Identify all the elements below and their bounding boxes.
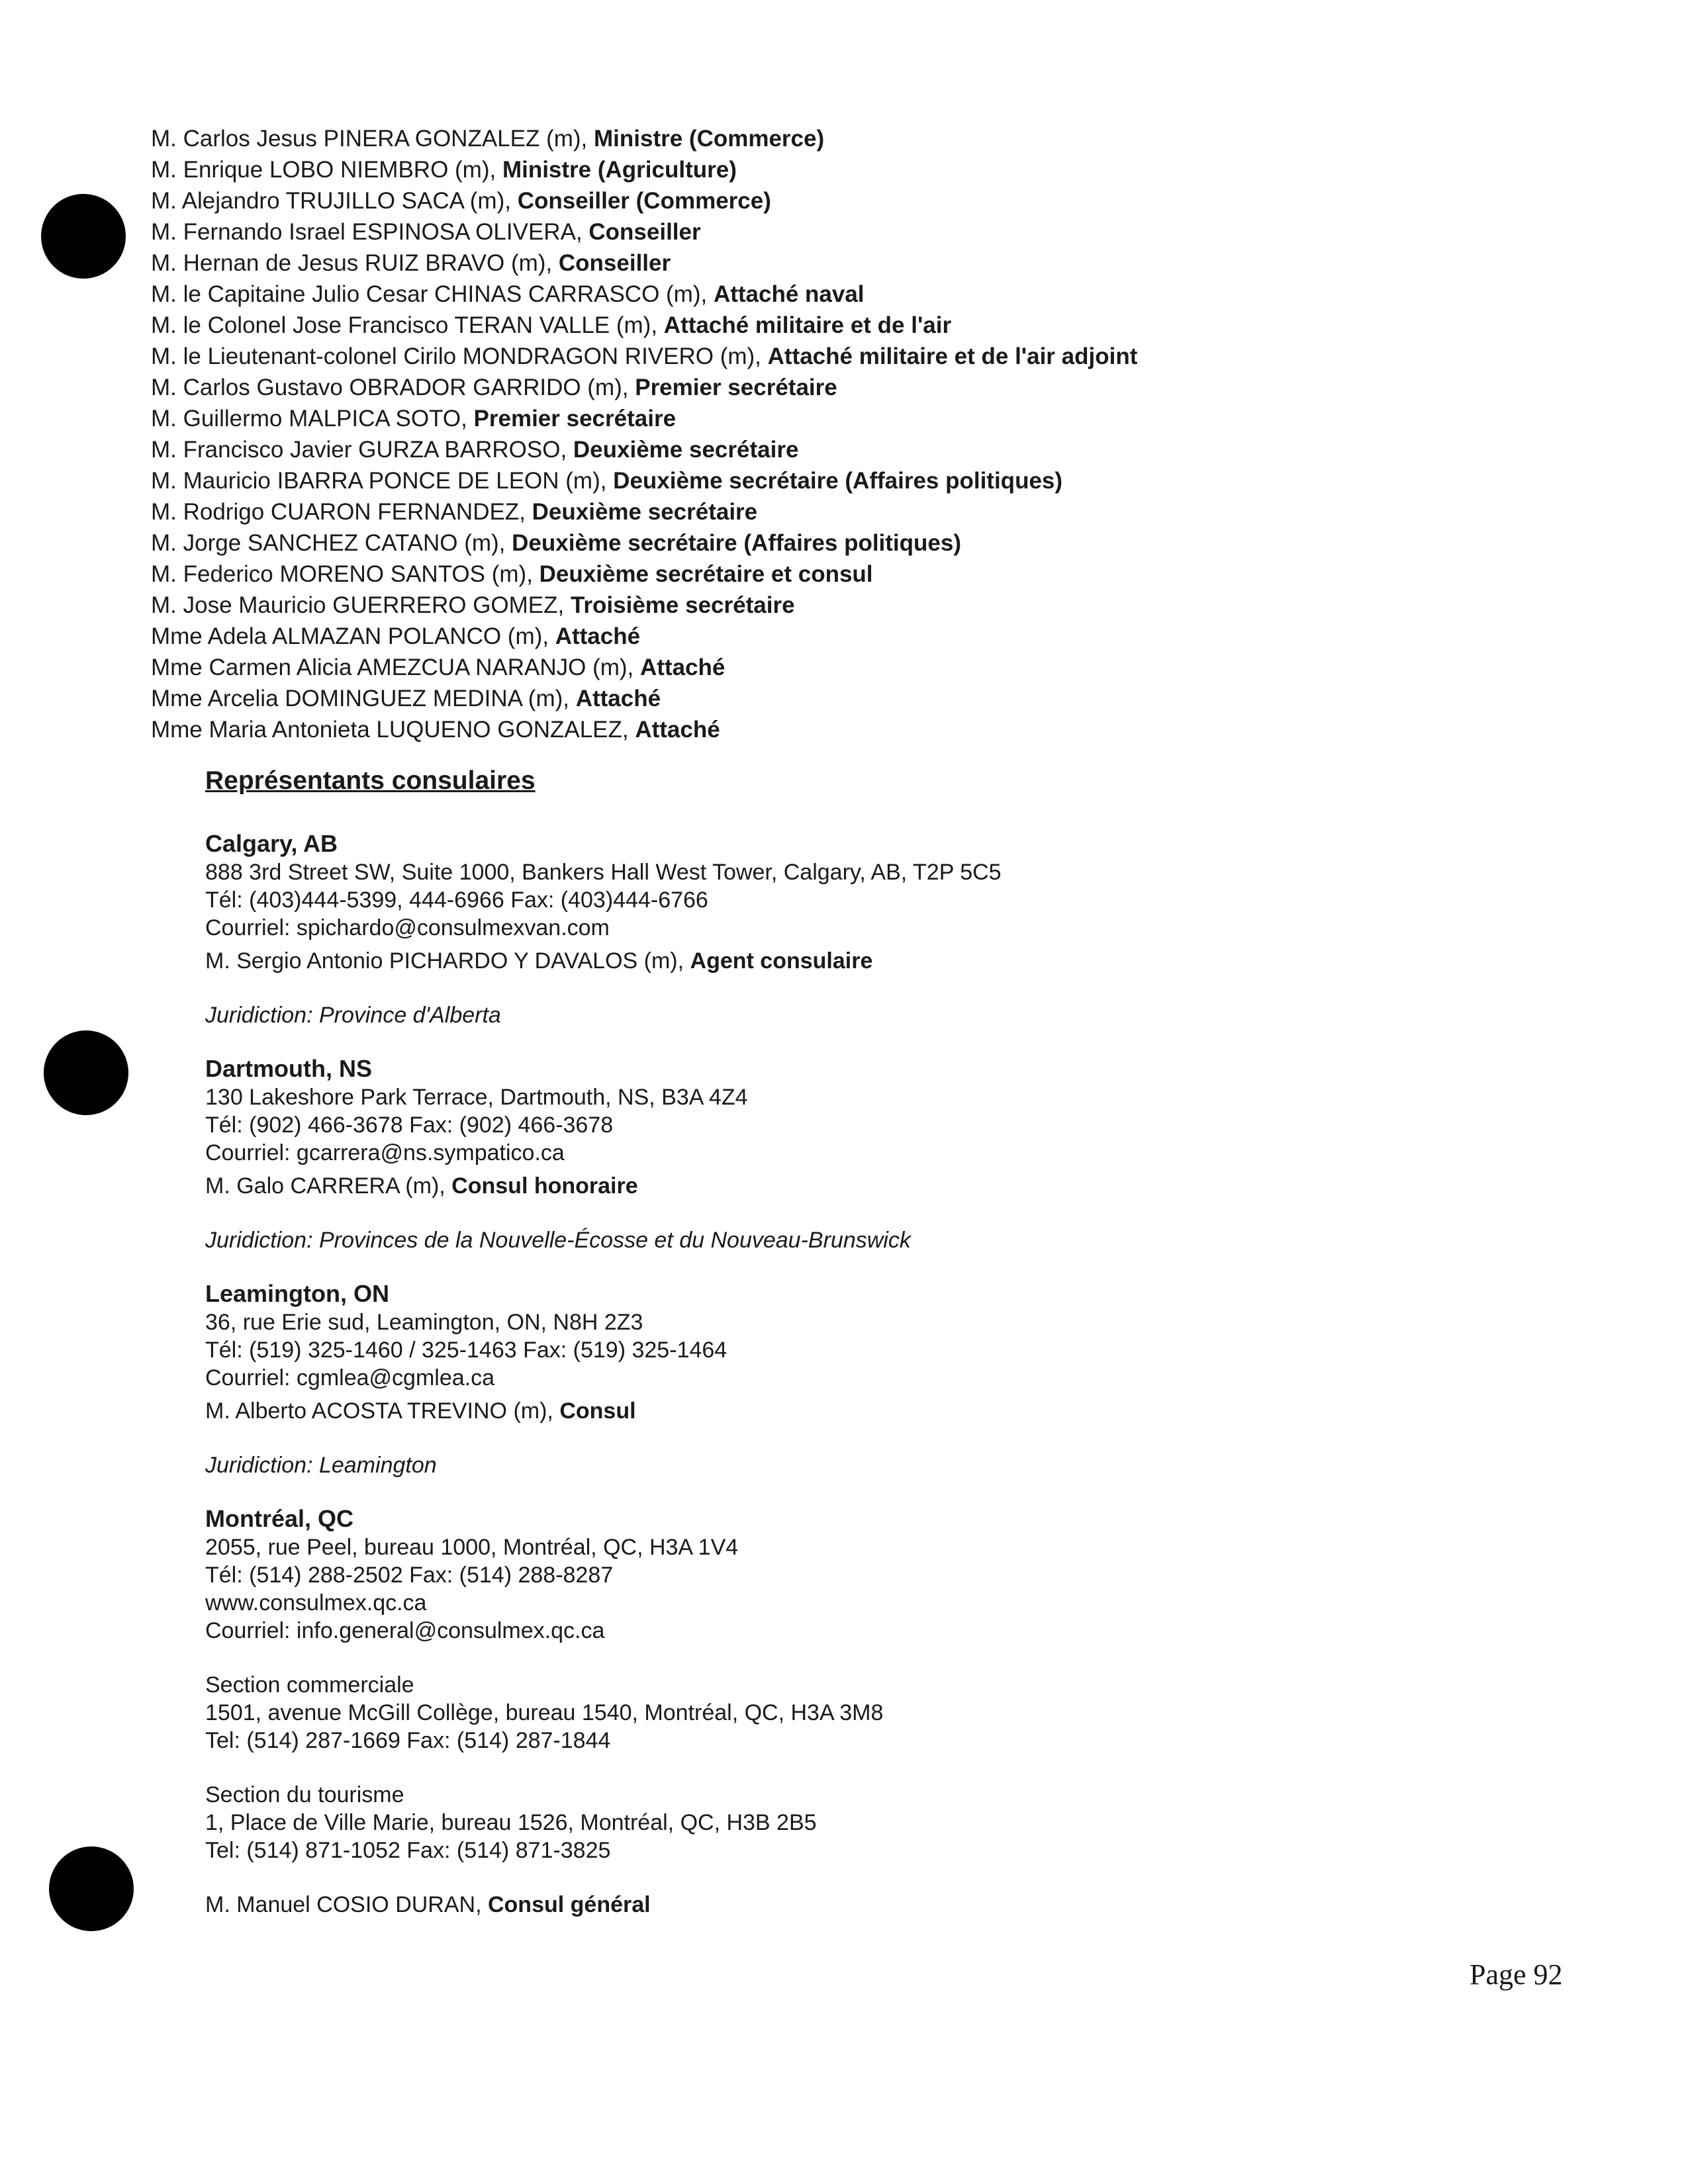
office-city: Dartmouth, NS: [205, 1055, 372, 1082]
staff-role: Attaché: [640, 655, 726, 680]
staff-entry: [151, 621, 1541, 652]
contact-name: M. Sergio Antonio PICHARDO Y DAVALOS (m),: [205, 948, 690, 974]
contact-role: Consul: [559, 1398, 636, 1424]
office-phone: Tél: (403)444-5399, 444-6966 Fax: (403)444-6766: [205, 887, 708, 913]
office-dartmouth: [205, 1054, 1463, 1254]
staff-name: Mme Maria Antonieta LUQUENO GONZALEZ,: [151, 717, 635, 743]
contact-role: Consul général: [487, 1892, 651, 1917]
staff-entry: [151, 714, 1541, 745]
office-jurisdiction: Juridiction: Province d'Alberta: [205, 1003, 501, 1028]
contact-role: Consul honoraire: [451, 1173, 638, 1199]
staff-entry: [151, 652, 1541, 683]
contact-name: M. Galo CARRERA (m),: [205, 1173, 452, 1199]
staff-role: Attaché militaire et de l'air: [663, 312, 952, 338]
staff-role: Deuxième secrétaire (Affaires politiques): [613, 468, 1063, 494]
office-email: Courriel: info.general@consulmex.qc.ca: [205, 1618, 605, 1643]
staff-role: Premier secrétaire: [635, 375, 837, 400]
section-phone: Tel: (514) 871-1052 Fax: (514) 871-3825: [205, 1838, 611, 1863]
staff-name: M. Carlos Jesus PINERA GONZALEZ (m),: [151, 126, 594, 152]
contact-name: M. Alberto ACOSTA TREVINO (m),: [205, 1398, 560, 1424]
staff-name: M. Francisco Javier GURZA BARROSO,: [151, 437, 573, 463]
office-contact: [205, 1397, 1463, 1425]
office-jurisdiction: Juridiction: Leamington: [205, 1453, 437, 1478]
staff-entry: [151, 683, 1541, 714]
staff-name: M. Jose Mauricio GUERRERO GOMEZ,: [151, 592, 571, 618]
staff-entry: [151, 279, 1541, 310]
staff-role: Conseiller (Commerce): [517, 188, 771, 214]
section-name: Section commerciale: [205, 1672, 414, 1698]
office-address: 36, rue Erie sud, Leamington, ON, N8H 2Z3: [205, 1310, 643, 1335]
staff-entry: [151, 527, 1541, 559]
staff-role: Ministre (Commerce): [594, 126, 825, 152]
office-address: 130 Lakeshore Park Terrace, Dartmouth, NS, B3A 4Z4: [205, 1085, 748, 1110]
staff-name: Mme Arcelia DOMINGUEZ MEDINA (m),: [151, 686, 576, 711]
office-phone: Tél: (519) 325-1460 / 325-1463 Fax: (519) 325-1464: [205, 1338, 727, 1363]
punch-hole-middle: [44, 1030, 128, 1115]
staff-role: Deuxième secrétaire: [532, 499, 758, 525]
staff-role: Premier secrétaire: [473, 406, 677, 432]
staff-role: Deuxième secrétaire: [573, 437, 799, 463]
office-contact: [205, 1172, 1463, 1200]
staff-role: Attaché: [575, 686, 661, 711]
staff-entry: [151, 496, 1541, 527]
punch-hole-bottom: [49, 1846, 134, 1931]
consular-offices: [205, 829, 1463, 1944]
staff-role: Conseiller: [558, 250, 671, 276]
staff-name: M. Hernan de Jesus RUIZ BRAVO (m),: [151, 250, 559, 276]
staff-name: M. Carlos Gustavo OBRADOR GARRIDO (m),: [151, 375, 635, 400]
section-address: 1501, avenue McGill Collège, bureau 1540, Montréal, QC, H3A 3M8: [205, 1700, 884, 1725]
staff-entry: [151, 403, 1541, 434]
office-city: Leamington, ON: [205, 1280, 389, 1307]
staff-entry: [151, 465, 1541, 496]
section-title: Représentants consulaires: [205, 766, 536, 795]
staff-name: M. Fernando Israel ESPINOSA OLIVERA,: [151, 219, 589, 245]
staff-name: M. Enrique LOBO NIEMBRO (m),: [151, 157, 502, 183]
staff-name: M. Jorge SANCHEZ CATANO (m),: [151, 530, 512, 556]
punch-hole-top: [41, 194, 126, 279]
staff-name: Mme Adela ALMAZAN POLANCO (m),: [151, 623, 555, 649]
staff-entry: [151, 123, 1541, 154]
office-city: Montréal, QC: [205, 1505, 354, 1532]
office-contact: [205, 947, 1463, 975]
office-email: Courriel: cgmlea@cgmlea.ca: [205, 1365, 495, 1390]
commercial-section: [205, 1671, 1463, 1754]
staff-name: M. Federico MORENO SANTOS (m),: [151, 561, 539, 587]
office-email: Courriel: spichardo@consulmexvan.com: [205, 915, 610, 940]
office-contact: [205, 1891, 1463, 1919]
office-address: 888 3rd Street SW, Suite 1000, Bankers Hall West Tower, Calgary, AB, T2P 5C5: [205, 860, 1002, 885]
staff-entry: [151, 185, 1541, 216]
staff-role: Deuxième secrétaire et consul: [539, 561, 873, 587]
staff-entry: [151, 559, 1541, 590]
staff-name: M. Guillermo MALPICA SOTO,: [151, 406, 474, 432]
office-montreal: [205, 1504, 1463, 1919]
staff-entry: [151, 434, 1541, 465]
staff-role: Attaché: [635, 717, 720, 743]
tourism-section: [205, 1781, 1463, 1864]
staff-name: Mme Carmen Alicia AMEZCUA NARANJO (m),: [151, 655, 640, 680]
office-calgary: [205, 829, 1463, 1029]
section-address: 1, Place de Ville Marie, bureau 1526, Montréal, QC, H3B 2B5: [205, 1810, 817, 1835]
office-jurisdiction: Juridiction: Provinces de la Nouvelle-Écosse et du Nouveau-Brunswick: [205, 1228, 911, 1253]
office-phone: Tél: (902) 466-3678 Fax: (902) 466-3678: [205, 1113, 614, 1138]
contact-role: Agent consulaire: [690, 948, 873, 974]
page-number: Page 92: [1470, 1958, 1563, 1991]
staff-name: M. Alejandro TRUJILLO SACA (m),: [151, 188, 518, 214]
staff-name: M. le Colonel Jose Francisco TERAN VALLE (m),: [151, 312, 664, 338]
office-address: 2055, rue Peel, bureau 1000, Montréal, QC, H3A 1V4: [205, 1535, 739, 1560]
staff-entry: [151, 248, 1541, 279]
staff-list: [151, 123, 1541, 745]
office-website: www.consulmex.qc.ca: [205, 1590, 427, 1615]
staff-entry: [151, 310, 1541, 341]
office-leamington: [205, 1279, 1463, 1479]
staff-entry: [151, 154, 1541, 185]
staff-role: Deuxième secrétaire (Affaires politiques): [512, 530, 962, 556]
staff-role: Attaché militaire et de l'air adjoint: [767, 343, 1138, 369]
staff-entry: [151, 216, 1541, 248]
staff-name: M. Mauricio IBARRA PONCE DE LEON (m),: [151, 468, 614, 494]
staff-role: Attaché naval: [713, 281, 865, 307]
office-email: Courriel: gcarrera@ns.sympatico.ca: [205, 1140, 565, 1165]
staff-role: Ministre (Agriculture): [502, 157, 737, 183]
contact-name: M. Manuel COSIO DURAN,: [205, 1892, 488, 1917]
section-name: Section du tourisme: [205, 1782, 404, 1807]
staff-role: Attaché: [555, 623, 641, 649]
staff-name: M. le Capitaine Julio Cesar CHINAS CARRASCO (m),: [151, 281, 714, 307]
staff-role: Conseiller: [588, 219, 701, 245]
staff-name: M. le Lieutenant-colonel Cirilo MONDRAGON RIVERO (m),: [151, 343, 768, 369]
staff-entry: [151, 372, 1541, 403]
staff-entry: [151, 590, 1541, 621]
staff-role: Troisième secrétaire: [570, 592, 795, 618]
staff-name: M. Rodrigo CUARON FERNANDEZ,: [151, 499, 532, 525]
office-city: Calgary, AB: [205, 830, 338, 857]
section-phone: Tel: (514) 287-1669 Fax: (514) 287-1844: [205, 1728, 611, 1753]
office-phone: Tél: (514) 288-2502 Fax: (514) 288-8287: [205, 1563, 614, 1588]
staff-entry: [151, 341, 1541, 372]
